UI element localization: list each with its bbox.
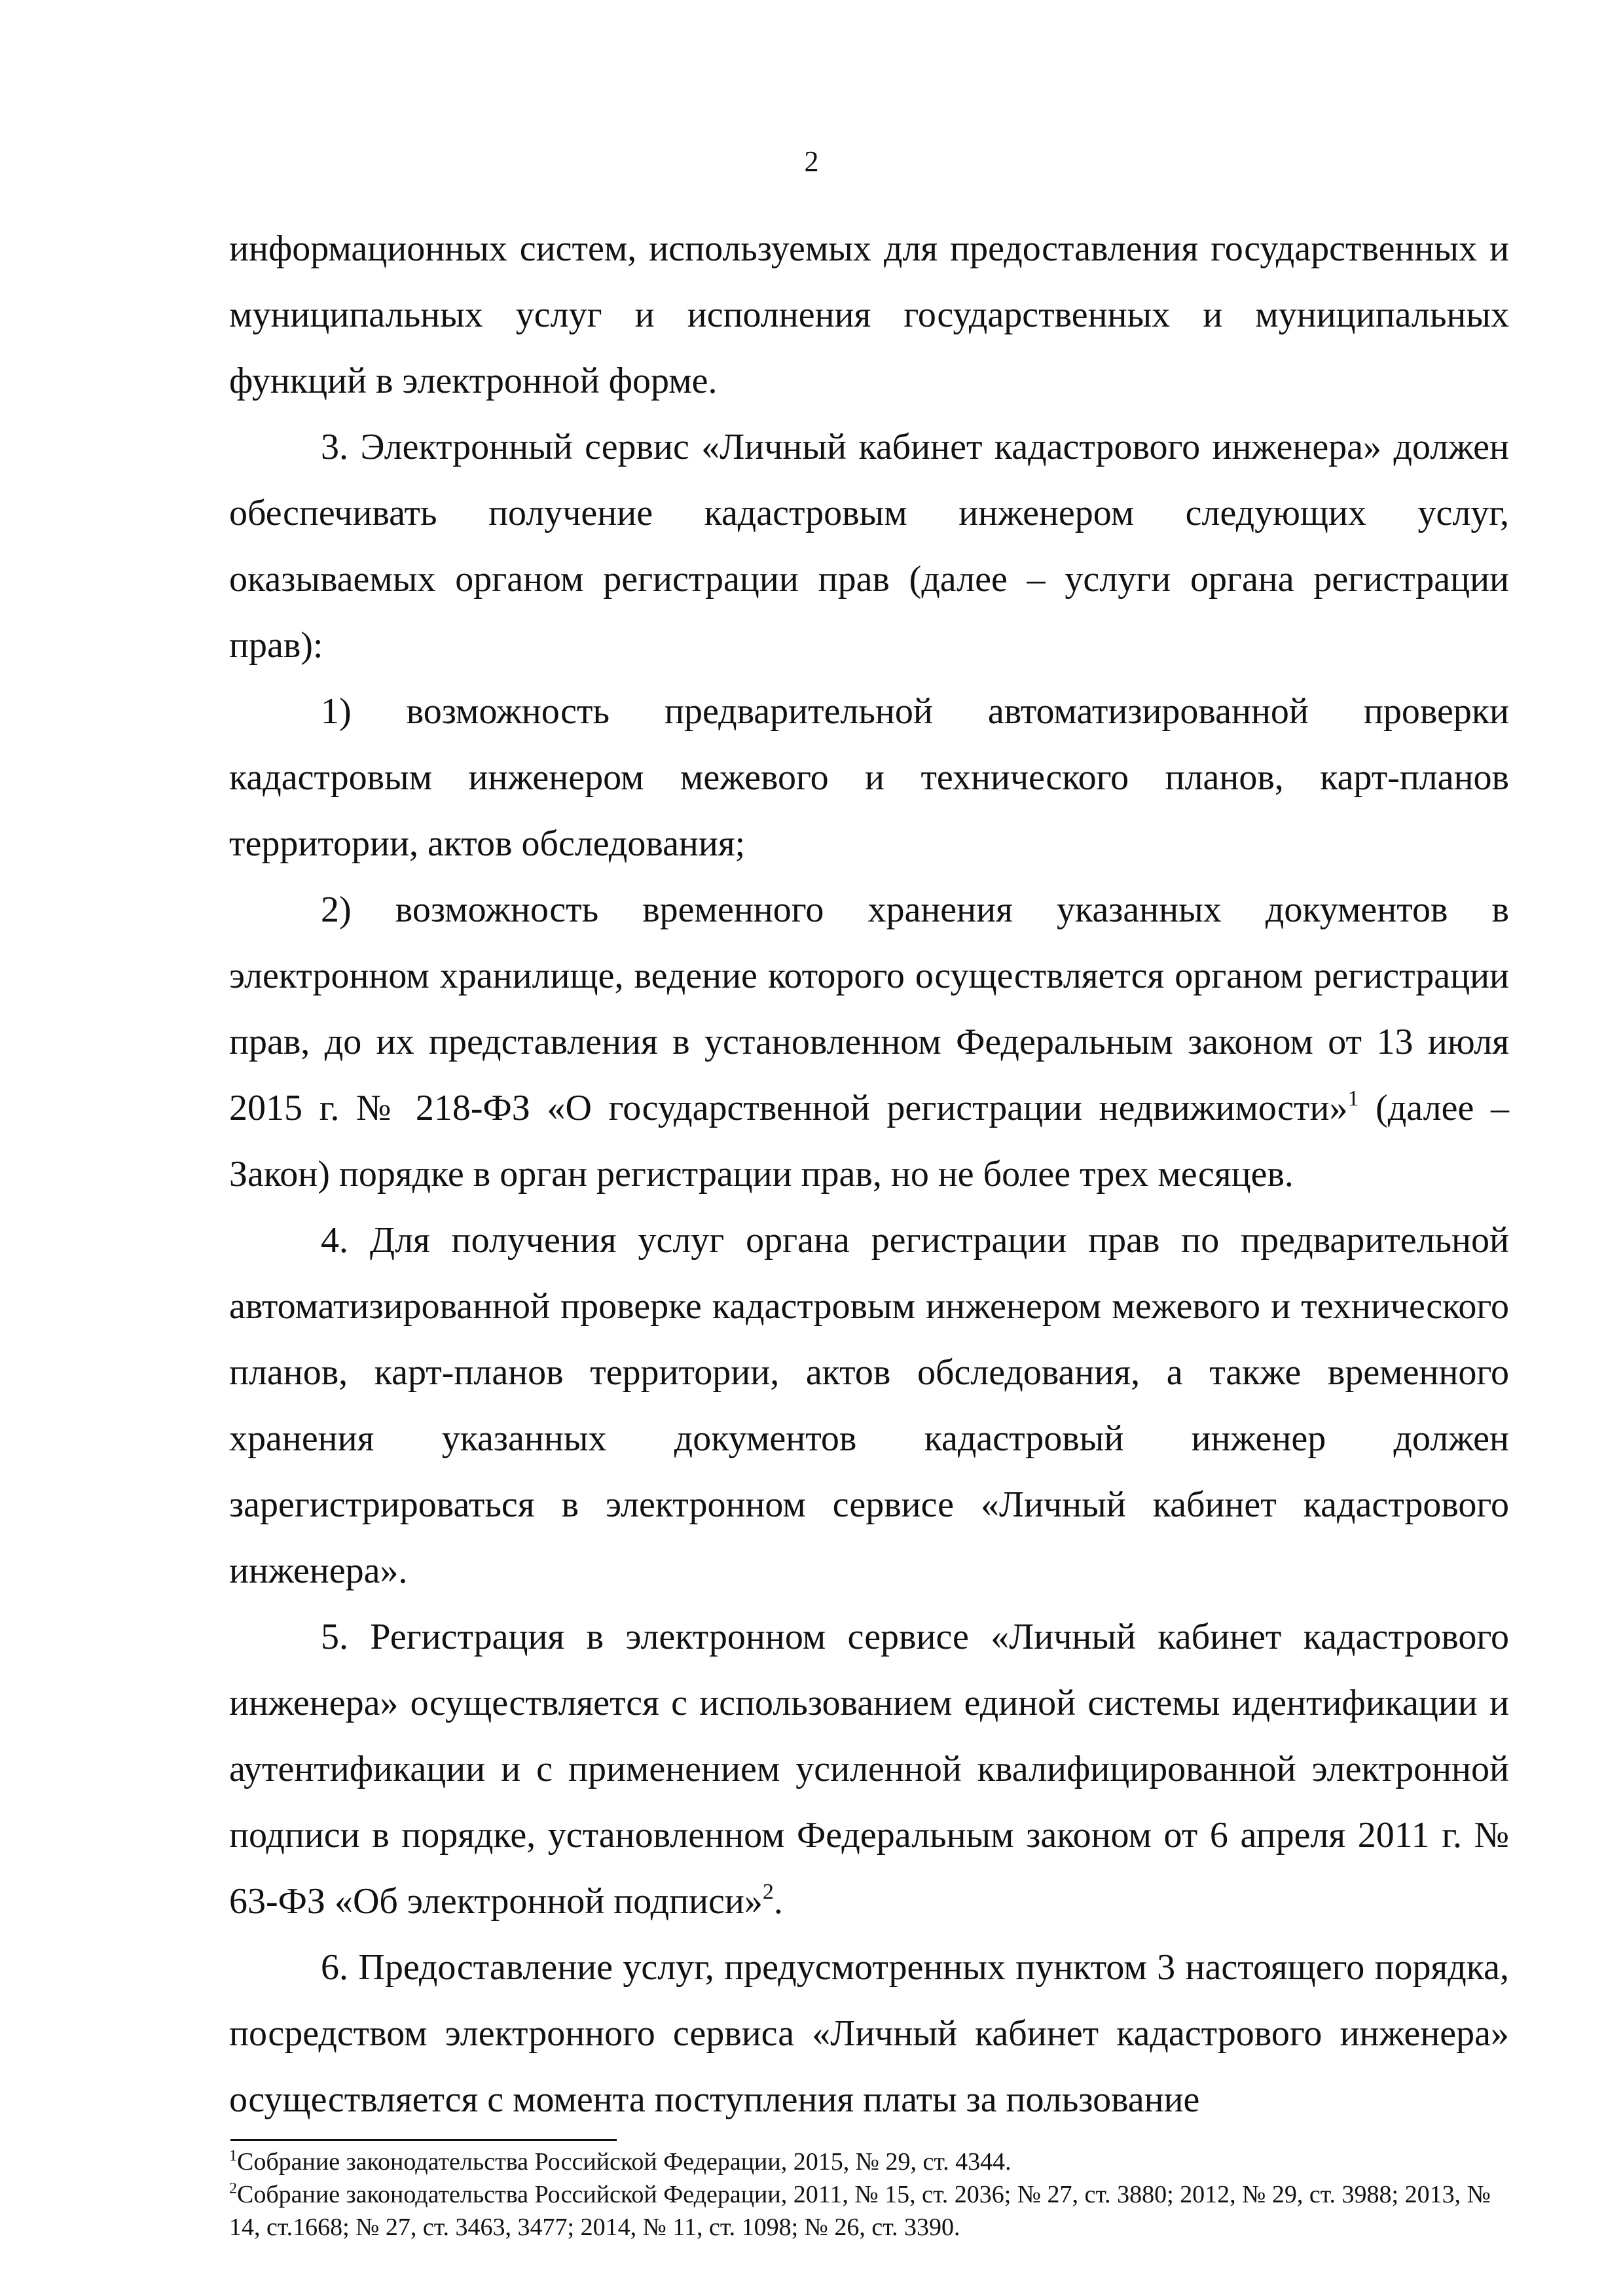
paragraph-item-3: 3. Электронный сервис «Личный кабинет кадастрового инженера» должен обеспечивать получение кадастровым инженером следующих услуг, оказываемых органом регистрации прав (далее – услуги органа регистрации прав): (229, 427, 1509, 666)
paragraph-item-5: 5. Регистрация в электронном сервисе «Личный кабинет кадастрового инженера» осуществляется с использованием единой системы идентификации и аутентификации и с применением усиленной квалифицированной электронной подписи в порядке, установленном Федеральным законом от 6 апреля 2011 г. № 63-ФЗ «Об электронной подписи»$^2$. (229, 1617, 1509, 1922)
paragraph-continuation: информационных систем, используемых для предоставления государственных и муниципальных услуг и исполнения государственных и муниципальных функций в электронной форме. (229, 228, 1509, 401)
paragraph-subitem-1: 1) возможность предварительной автоматизированной проверки кадастровым инженером межевого и технического планов, карт-планов территории, актов обследования; (229, 691, 1509, 864)
paragraph-item-6: 6. Предоставление услуг, предусмотренных пунктом 3 настоящего порядка, посредством электронного сервиса «Личный кабинет кадастрового инженера» осуществляется с момента поступления платы за пользование (229, 1947, 1509, 2120)
paragraph-item-4: 4. Для получения услуг органа регистрации прав по предварительной автоматизированной проверке кадастровым инженером межевого и технического планов, карт-планов территории, актов обследования, а также временного хранения указанных документов кадастровый инженер должен зарегистрироваться в электронном сервисе «Личный кабинет кадастрового инженера». (229, 1220, 1509, 1591)
paragraph-subitem-2: 2) возможность временного хранения указанных документов в электронном хранилище, ведение которого осуществляется органом регистрации прав, до их представления в установленном Федеральным законом от 13 июля 2015 г. № 218-ФЗ «О государственной регистрации недвижимости»$^1$ (далее – Закон) порядке в орган регистрации прав, но не более трех месяцев. (229, 889, 1509, 1194)
footnote-2: $^2$Собрание законодательства Российской Федерации, 2011, № 15, ст. 2036; № 27, ст. 3880; 2012, № 29, ст. 3988; 2013, № 14, ст.1668; № 27, ст. 3463, 3477; 2014, № 11, ст. 1098; № 26, ст. 3390. (229, 2180, 1491, 2241)
footnote-1: $^1$Собрание законодательства Российской Федерации, 2015, № 29, ст. 4344. (229, 2147, 1012, 2176)
body-text (229, 216, 1509, 2133)
footnote-ref-2: 2 (762, 1880, 774, 1904)
page-number: 2 (804, 145, 819, 177)
footnotes (229, 2145, 1512, 2244)
footnote-separator (230, 2139, 617, 2141)
footnote-ref-1: 1 (1347, 1086, 1359, 1111)
